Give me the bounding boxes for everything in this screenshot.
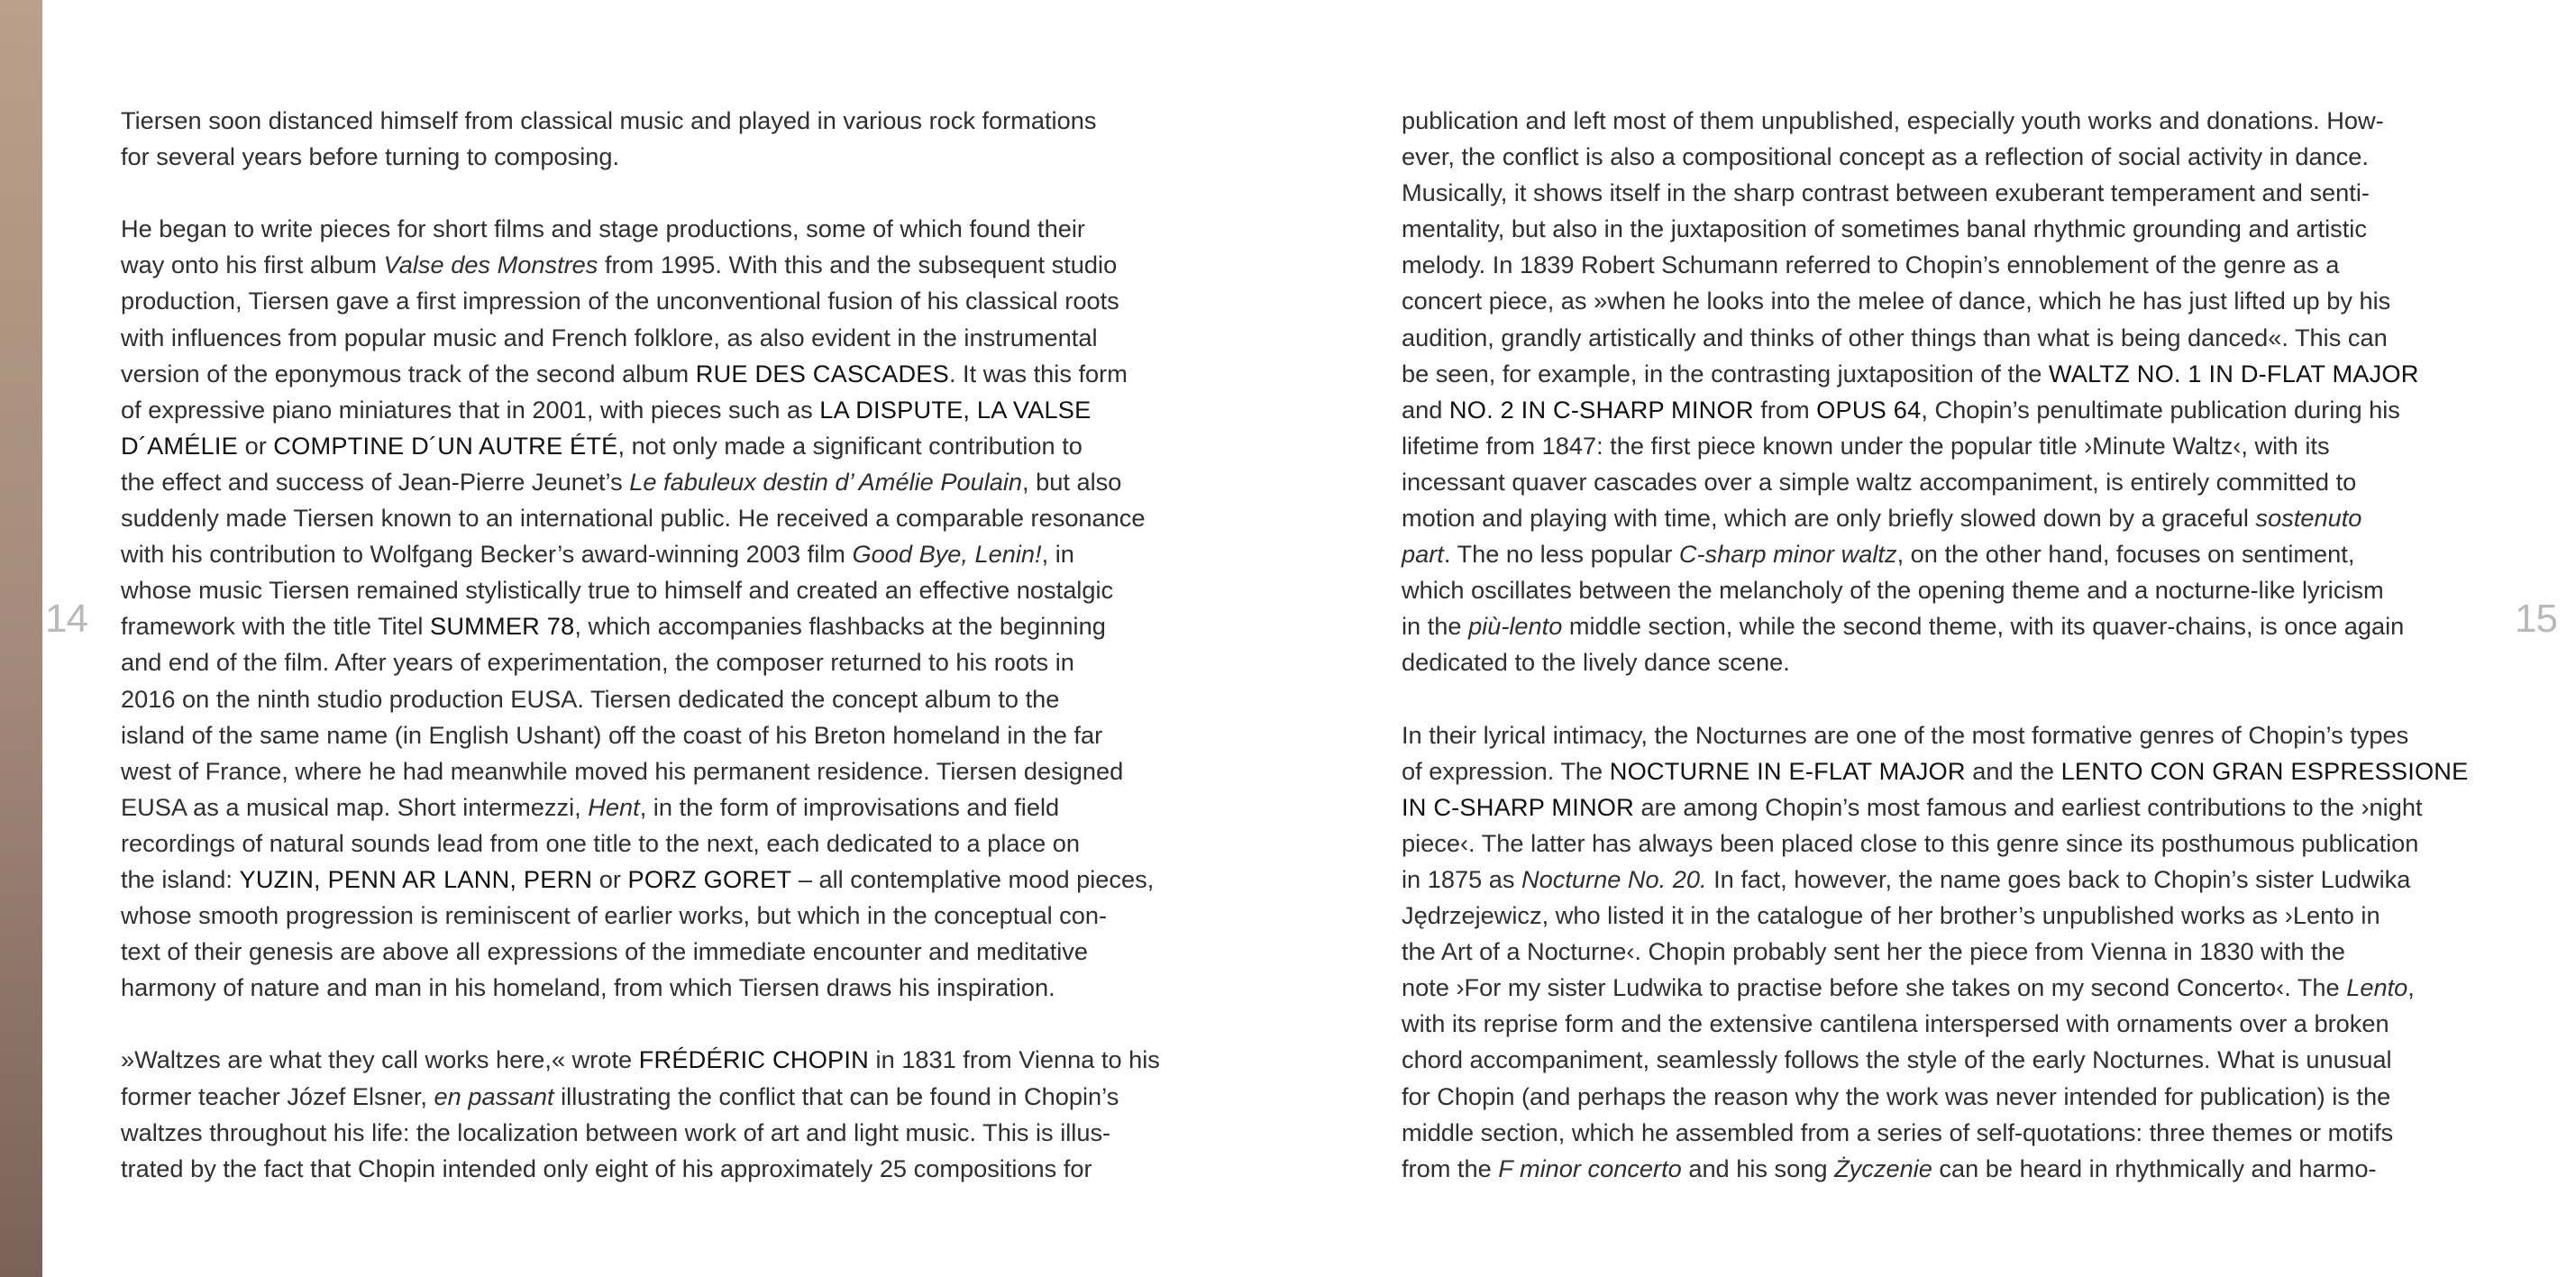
paragraph: [1402, 717, 2470, 1187]
text-run: text of their genesis are above all expressions of the immediate encounter and meditative: [121, 937, 1089, 966]
text-line: [1402, 464, 2470, 500]
text-line: [121, 717, 1189, 753]
text-line: [121, 103, 1189, 139]
text-run: of expression. The: [1402, 756, 1610, 785]
text-line: [1402, 536, 2470, 572]
text-run: ever, the conflict is also a compositional concept as a reflection of social activity in dance.: [1402, 142, 2369, 171]
text-run: dedicated to the lively dance scene.: [1402, 648, 1790, 677]
text-line: [1402, 753, 2470, 789]
text-line: [1402, 825, 2470, 862]
text-run: from: [1753, 395, 1817, 424]
decorative-side-bar: [0, 0, 42, 1277]
work-title: FRÉDÉRIC CHOPIN: [638, 1045, 869, 1074]
text-line: [121, 753, 1189, 789]
text-run: waltzes throughout his life: the localization between work of art and light music. This is illus-: [121, 1117, 1111, 1146]
text-run: piece‹. The latter has always been placed close to this genre since its posthumous publication: [1402, 828, 2419, 857]
italic-title: Le fabuleux destin d’ Amélie Poulain: [629, 467, 1023, 496]
work-title: D´AMÉLIE: [121, 431, 239, 460]
text-line: [121, 392, 1189, 428]
text-run: and his song: [1681, 1154, 1835, 1182]
text-line: [121, 428, 1189, 464]
text-line: [121, 247, 1189, 283]
italic-title: più-lento: [1468, 612, 1563, 641]
text-run: way onto his first album: [121, 251, 384, 279]
text-line: [1402, 356, 2470, 392]
text-line: [121, 1042, 1189, 1078]
text-run: production, Tiersen gave a first impression of the unconventional fusion of his classical roots: [121, 287, 1119, 315]
italic-title: C-sharp minor waltz: [1678, 540, 1897, 569]
text-run: , but also: [1022, 467, 1122, 496]
text-line: [121, 464, 1189, 500]
italic-title: Lento: [2346, 973, 2408, 1002]
text-line: [1402, 392, 2470, 428]
italic-title: part: [1402, 540, 1444, 569]
text-run: illustrating the conflict that can be found in Chopin’s: [553, 1081, 1119, 1110]
text-run: with influences from popular music and French folklore, as also evident in the instrumental: [121, 323, 1098, 351]
text-line: [1402, 1079, 2470, 1115]
text-run: mentality, but also in the juxtaposition of sometimes banal rhythmic grounding and artistic: [1402, 214, 2367, 243]
work-title: PORZ GORET: [627, 864, 792, 893]
paragraph: [121, 211, 1189, 1006]
text-run: , on the other hand, focuses on sentiment,: [1896, 540, 2355, 569]
text-line: [1402, 1042, 2470, 1078]
text-run: EUSA as a musical map. Short intermezzi,: [121, 792, 589, 821]
italic-title: Valse des Monstres: [383, 251, 598, 279]
text-run: in the: [1402, 612, 1469, 641]
text-run: of expressive piano miniatures that in 2001, with pieces such as: [121, 395, 820, 424]
text-run: can be heard in rhythmically and harmo-: [1932, 1154, 2377, 1182]
italic-title: Nocturne No. 20.: [1521, 864, 1707, 893]
text-run: the island:: [121, 864, 240, 893]
text-run: and the: [1965, 756, 2061, 785]
text-run: or: [238, 431, 274, 460]
text-line: [1402, 500, 2470, 536]
text-line: [121, 970, 1189, 1006]
text-line: [1402, 898, 2470, 934]
text-run: Tiersen soon distanced himself from classical music and played in various rock formations: [121, 106, 1097, 134]
text-line: [121, 608, 1189, 644]
italic-title: sostenuto: [2255, 504, 2362, 533]
text-line: [1402, 320, 2470, 356]
text-line: [121, 862, 1189, 898]
text-line: [1402, 608, 2470, 644]
text-line: [121, 211, 1189, 247]
text-run: in 1831 from Vienna to his: [868, 1045, 1160, 1074]
text-line: [1402, 934, 2470, 970]
text-line: [121, 500, 1189, 536]
text-run: , in: [1041, 540, 1074, 569]
text-run: with his contribution to Wolfgang Becker’s award-winning 2003 film: [121, 540, 853, 569]
text-run: are among Chopin’s most famous and earliest contributions to the ›night: [1633, 792, 2423, 821]
text-line: [121, 644, 1189, 680]
text-run: motion and playing with time, which are only briefly slowed down by a graceful: [1402, 504, 2256, 533]
paragraph: [121, 1042, 1189, 1186]
text-run: , Chopin’s penultimate publication during his: [1921, 395, 2400, 424]
work-title: COMPTINE D´UN AUTRE ÉTÉ: [273, 431, 618, 460]
text-run: note ›For my sister Ludwika to practise before she takes on my second Concerto‹. The: [1402, 973, 2347, 1002]
text-line: [121, 789, 1189, 825]
text-run: and end of the film. After years of experimentation, the composer returned to his roots in: [121, 648, 1074, 677]
text-line: [1402, 1151, 2470, 1187]
text-run: trated by the fact that Chopin intended only eight of his approximately 25 compositions for: [121, 1154, 1092, 1182]
text-run: – all contemplative mood pieces,: [791, 864, 1155, 893]
text-run: and: [1402, 395, 1449, 424]
work-title: NOCTURNE IN E-FLAT MAJOR: [1609, 756, 1966, 785]
text-run: In fact, however, the name goes back to Chopin’s sister Ludwika: [1706, 864, 2411, 893]
text-line: [1402, 175, 2470, 211]
work-title: LA DISPUTE, LA VALSE: [819, 395, 1092, 424]
italic-title: F minor concerto: [1498, 1154, 1682, 1182]
text-run: middle section, while the second theme, with its quaver-chains, is once again: [1562, 612, 2405, 641]
right-text-column: [1402, 103, 2470, 1223]
work-title: RUE DES CASCADES: [695, 359, 949, 388]
text-line: [1402, 789, 2470, 825]
text-line: [121, 681, 1189, 717]
text-run: concert piece, as »when he looks into the melee of dance, which he has just lifted up by his: [1402, 287, 2391, 315]
text-line: [121, 934, 1189, 970]
text-run: harmony of nature and man in his homeland, from which Tiersen draws his inspiration.: [121, 973, 1055, 1002]
work-title: NO. 2 IN C-SHARP MINOR: [1448, 395, 1754, 424]
text-run: incessant quaver cascades over a simple waltz accompaniment, is entirely committed to: [1402, 467, 2357, 496]
text-line: [121, 283, 1189, 319]
text-run: He began to write pieces for short films and stage productions, some of which found their: [121, 214, 1085, 243]
text-run: from the: [1402, 1154, 1499, 1182]
text-run: , in the form of improvisations and field: [639, 792, 1060, 821]
text-line: [1402, 970, 2470, 1006]
italic-title: Hent: [588, 792, 640, 821]
text-run: »Waltzes are what they call works here,« wrote: [121, 1045, 639, 1074]
text-line: [121, 320, 1189, 356]
text-line: [121, 1079, 1189, 1115]
text-run: whose music Tiersen remained stylistically true to himself and created an effective nostalgic: [121, 576, 1114, 605]
paragraph: [1402, 103, 2470, 681]
text-line: [1402, 428, 2470, 464]
italic-title: Życzenie: [1834, 1154, 1932, 1182]
text-run: 2016 on the ninth studio production EUSA. Tiersen dedicated the concept album to the: [121, 684, 1060, 713]
text-line: [1402, 211, 2470, 247]
text-line: [121, 825, 1189, 862]
text-line: [121, 356, 1189, 392]
text-line: [121, 1151, 1189, 1187]
text-run: with its reprise form and the extensive cantilena interspersed with ornaments over a broken: [1402, 1009, 2389, 1038]
text-run: island of the same name (in English Ushant) off the coast of his Breton homeland in the far: [121, 720, 1103, 749]
work-title: SUMMER 78: [429, 612, 575, 641]
text-run: the Art of a Nocturne‹. Chopin probably sent her the piece from Vienna in 1830 with the: [1402, 937, 2345, 966]
text-line: [1402, 103, 2470, 139]
text-run: west of France, where he had meanwhile moved his permanent residence. Tiersen designed: [121, 756, 1124, 785]
text-run: chord accompaniment, seamlessly follows the style of the early Nocturnes. What is unusual: [1402, 1045, 2392, 1074]
work-title: OPUS 64: [1816, 395, 1922, 424]
text-line: [1402, 862, 2470, 898]
text-run: lifetime from 1847: the first piece known under the popular title ›Minute Waltz‹, with its: [1402, 431, 2330, 460]
text-run: . It was this form: [948, 359, 1128, 388]
left-text-column: [121, 103, 1189, 1223]
text-run: In their lyrical intimacy, the Nocturnes are one of the most formative genres of Chopin’s types: [1402, 720, 2409, 749]
text-run: in 1875 as: [1402, 864, 1522, 893]
text-run: version of the eponymous track of the second album: [121, 359, 696, 388]
text-line: [1402, 717, 2470, 753]
page-number-left: 14: [45, 597, 87, 641]
text-run: or: [592, 864, 628, 893]
text-run: melody. In 1839 Robert Schumann referred to Chopin’s ennoblement of the genre as a: [1402, 251, 2340, 279]
text-run: from 1995. With this and the subsequent studio: [598, 251, 1118, 279]
italic-title: Good Bye, Lenin!: [852, 540, 1042, 569]
text-run: former teacher Józef Elsner,: [121, 1081, 434, 1110]
work-title: IN C-SHARP MINOR: [1402, 792, 1634, 821]
text-line: [121, 139, 1189, 175]
italic-title: en passant: [434, 1081, 554, 1110]
text-line: [121, 536, 1189, 572]
text-run: which oscillates between the melancholy of the opening theme and a nocturne-like lyricism: [1402, 576, 2384, 605]
work-title: YUZIN, PENN AR LANN, PERN: [239, 864, 593, 893]
text-run: for several years before turning to composing.: [121, 142, 620, 171]
text-run: Musically, it shows itself in the sharp contrast between exuberant temperament and senti-: [1402, 178, 2370, 207]
text-run: be seen, for example, in the contrasting juxtaposition of the: [1402, 359, 2049, 388]
text-line: [1402, 644, 2470, 680]
text-run: recordings of natural sounds lead from one title to the next, each dedicated to a place on: [121, 828, 1081, 857]
text-line: [121, 572, 1189, 608]
text-line: [1402, 139, 2470, 175]
text-run: for Chopin (and perhaps the reason why the work was never intended for publication) is the: [1402, 1081, 2391, 1110]
text-line: [121, 898, 1189, 934]
text-line: [1402, 1115, 2470, 1151]
text-line: [1402, 572, 2470, 608]
text-line: [121, 1115, 1189, 1151]
text-run: the effect and success of Jean-Pierre Jeunet’s: [121, 467, 630, 496]
page-number-right: 15: [2515, 597, 2557, 641]
text-run: framework with the title Titel: [121, 612, 430, 641]
text-run: publication and left most of them unpublished, especially youth works and donations. How-: [1402, 106, 2384, 134]
work-title: LENTO CON GRAN ESPRESSIONE: [2060, 756, 2469, 785]
text-run: audition, grandly artistically and thinks of other things than what is being danced«. This can: [1402, 323, 2388, 351]
text-run: . The no less popular: [1443, 540, 1679, 569]
text-line: [1402, 1006, 2470, 1042]
work-title: WALTZ NO. 1 IN D-FLAT MAJOR: [2048, 359, 2419, 388]
text-run: whose smooth progression is reminiscent of earlier works, but which in the conceptual con-: [121, 901, 1108, 930]
paragraph: [121, 103, 1189, 175]
text-run: , which accompanies flashbacks at the beginning: [574, 612, 1106, 641]
text-run: middle section, which he assembled from a series of self-quotations: three themes or motifs: [1402, 1117, 2394, 1146]
text-run: suddenly made Tiersen known to an international public. He received a comparable resonance: [121, 504, 1146, 533]
text-line: [1402, 247, 2470, 283]
text-run: ,: [2407, 973, 2415, 1002]
text-line: [1402, 283, 2470, 319]
text-run: , not only made a significant contribution to: [617, 431, 1082, 460]
text-run: Jędrzejewicz, who listed it in the catalogue of her brother’s unpublished works as ›Lento in: [1402, 901, 2380, 930]
